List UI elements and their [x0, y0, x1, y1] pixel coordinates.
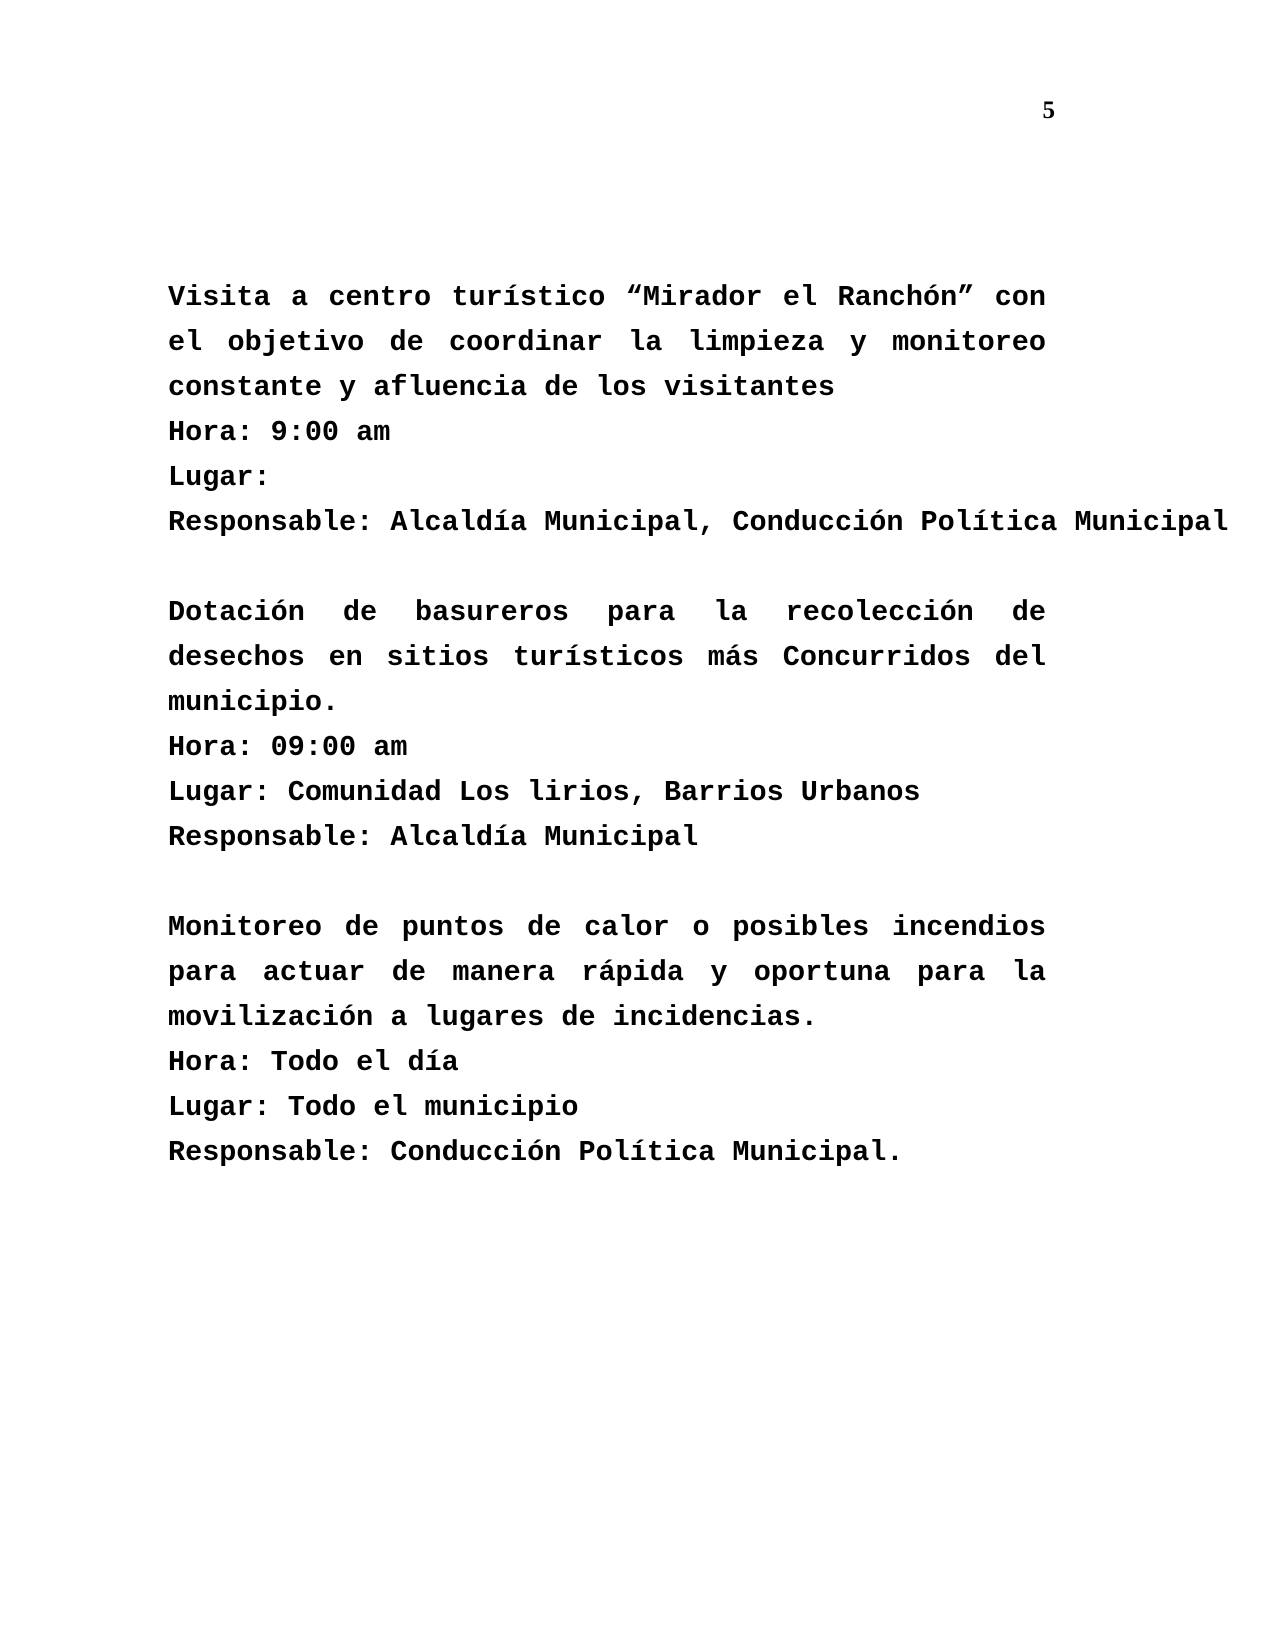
activity-responsable: Responsable: Alcaldía Municipal, Conducción Política Municipal [168, 506, 1229, 539]
activity-hora: Hora: 09:00 am [168, 731, 408, 764]
document-body [168, 275, 1229, 1175]
activity-entry [168, 590, 1046, 860]
activity-responsable: Responsable: Conducción Política Municipal. [168, 1136, 904, 1169]
page-number: 5 [1042, 97, 1055, 124]
activity-description: Monitoreo de puntos de calor o posibles incendios para actuar de manera rápida y oportuna para la movilización a lugares de incidencias. [168, 911, 1046, 1034]
activity-hora: Hora: Todo el día [168, 1046, 459, 1079]
activity-hora: Hora: 9:00 am [168, 416, 391, 449]
activity-responsable: Responsable: Alcaldía Municipal [168, 821, 699, 854]
activity-lugar: Lugar: Todo el municipio [168, 1091, 579, 1124]
activity-lugar: Lugar: [168, 461, 271, 494]
activity-description: Dotación de basureros para la recolección de desechos en sitios turísticos más Concurridos del municipio. [168, 596, 1046, 719]
activity-lugar: Lugar: Comunidad Los lirios, Barrios Urbanos [168, 776, 921, 809]
activity-entry [168, 905, 1046, 1175]
activity-entry [168, 275, 1229, 545]
activity-description: Visita a centro turístico “Mirador el Ranchón” con el objetivo de coordinar la limpieza y monitoreo constante y afluencia de los visitantes [168, 281, 1046, 404]
